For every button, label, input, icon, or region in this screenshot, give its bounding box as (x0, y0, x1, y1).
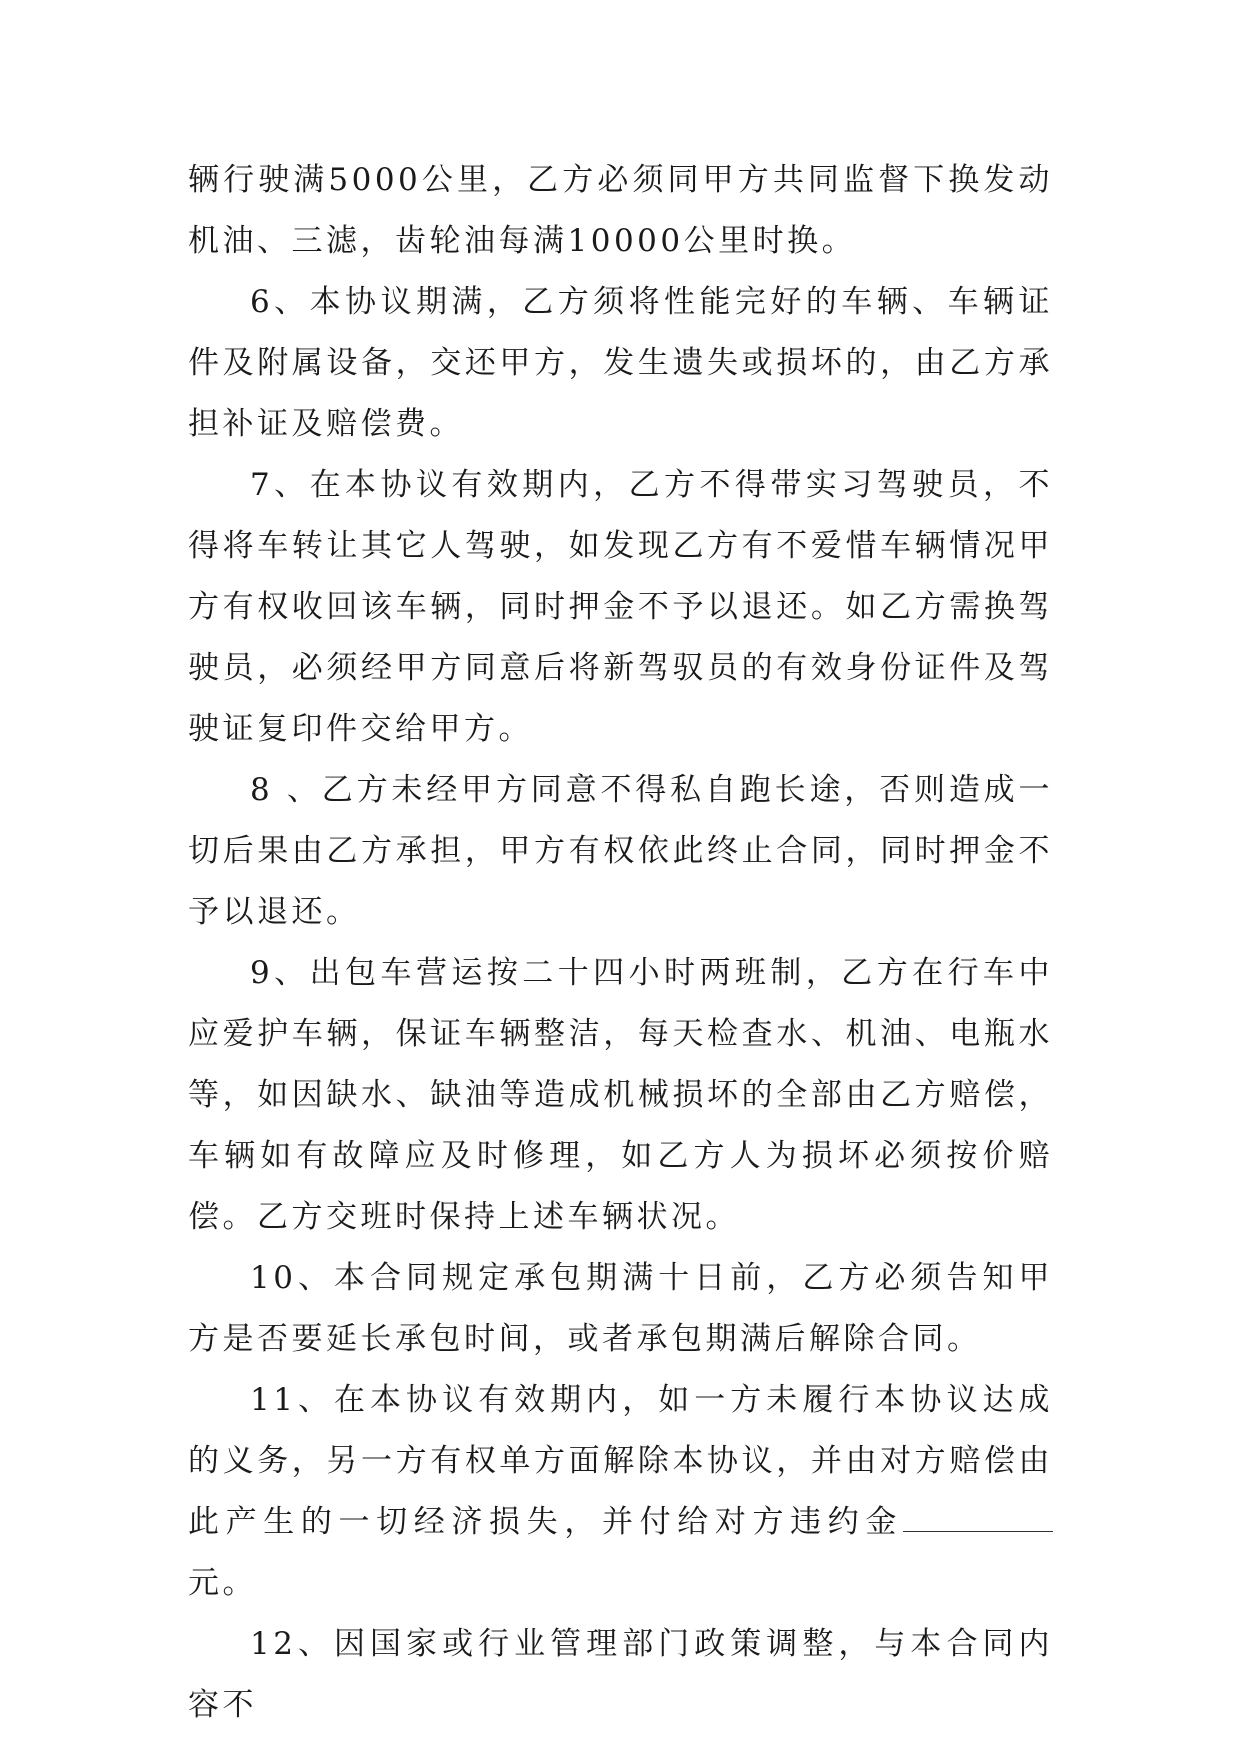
clause-9: 9、出包车营运按二十四小时两班制，乙方在行车中应爱护车辆，保证车辆整洁，每天检查水、机油、电瓶水等，如因缺水、缺油等造成机械损坏的全部由乙方赔偿，车辆如有故障应及时修理，如乙方人为损坏必须按价赔偿。乙方交班时保持上述车辆状况。 (188, 955, 1053, 1235)
clause-10: 10、本合同规定承包期满十日前，乙方必须告知甲方是否要延长承包时间，或者承包期满后解除合同。 (188, 1260, 1053, 1357)
clause-7: 7、在本协议有效期内，乙方不得带实习驾驶员，不得将车转让其它人驾驶，如发现乙方有不爱惜车辆情况甲方有权收回该车辆，同时押金不予以退还。如乙方需换驾驶员，必须经甲方同意后将新驾驭员的有效身份证件及驾驶证复印件交给甲方。 (188, 467, 1053, 747)
clause-8: 8 、乙方未经甲方同意不得私自跑长途，否则造成一切后果由乙方承担，甲方有权依此终止合同，同时押金不予以退还。 (188, 772, 1053, 930)
paragraph-continued: 辆行驶满5000公里，乙方必须同甲方共同监督下换发动机油、三滤，齿轮油每满10000公里时换。 (188, 162, 1053, 259)
clause-6: 6、本协议期满，乙方须将性能完好的车辆、车辆证件及附属设备，交还甲方，发生遗失或损坏的，由乙方承担补证及赔偿费。 (188, 284, 1053, 442)
clause-11-text: 11、在本协议有效期内，如一方未履行本协议达成的义务，另一方有权单方面解除本协议，并由对方赔偿由此产生的一切经济损失，并付给对方违约金 (188, 1382, 1053, 1540)
clause-11 (188, 1370, 1053, 1614)
clause-12: 12、因国家或行业管理部门政策调整，与本合同内容不 (188, 1626, 1053, 1723)
penalty-amount-blank (903, 1509, 1053, 1532)
clause-11-unit: 元。 (188, 1565, 257, 1601)
contract-body (188, 150, 1053, 1736)
